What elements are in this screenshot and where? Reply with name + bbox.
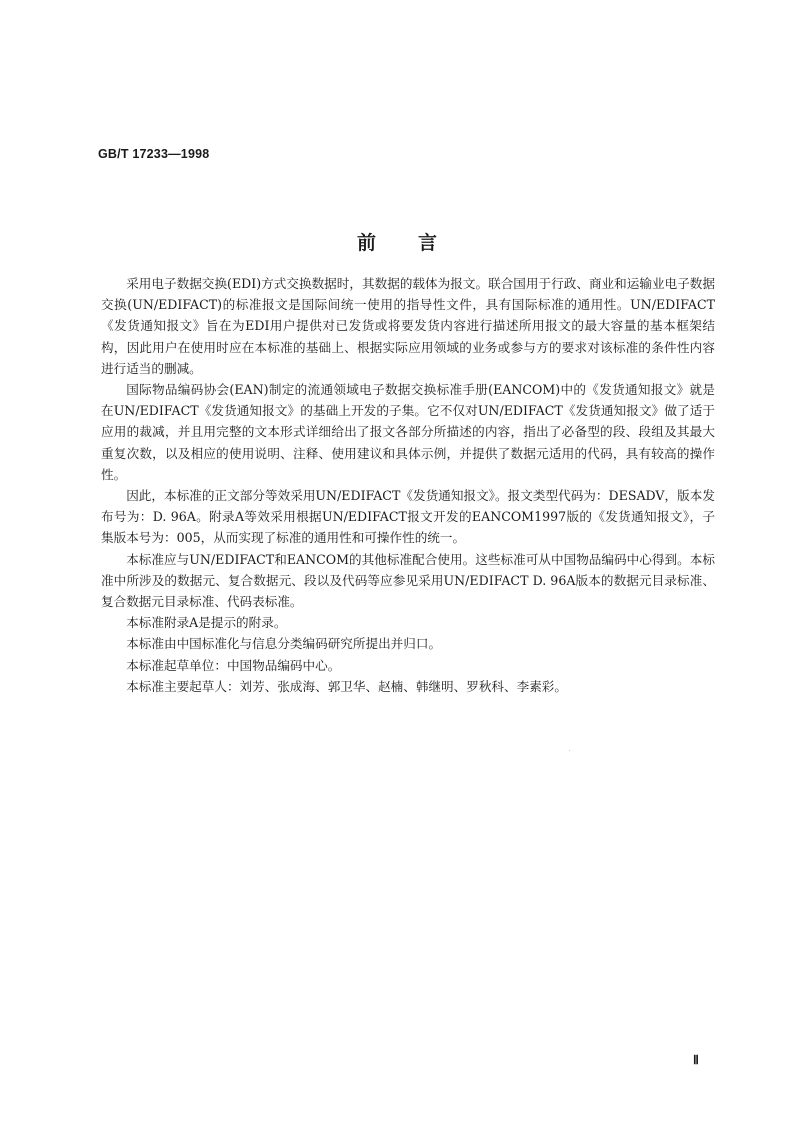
- page-title: 前言: [356, 232, 479, 254]
- paragraph-8: 本标准主要起草人：刘芳、张成海、郭卫华、赵楠、韩继明、罗秋科、李素彩。: [126, 678, 567, 694]
- paragraph-5: 本标准附录A是提示的附录。: [126, 615, 287, 631]
- paragraph-1: 采用电子数据交换(EDI)方式交换数据时，其数据的载体为报文。联合国用于行政、商业和运输业电子数据交换(UN/EDIFACT)的标准报文是国际间统一使用的指导性文件，具有国际标准的通用性。UN/EDIFACT《发货通知报文》旨在为EDI用户提供对已发货或将要发货内容进行描述所用报文的最大容量的基本框架结构，因此用户在使用时应在本标准的基础上、根据实际应用领域的业务或参与方的要求对该标准的条件性内容进行适当的删减。: [101, 276, 715, 376]
- page-number: Ⅱ: [693, 1053, 699, 1067]
- foreword-body: [101, 273, 715, 697]
- paragraph-3: 因此，本标准的正文部分等效采用UN/EDIFACT《发货通知报文》。报文类型代码为：DESADV，版本发布号为：D. 96A。附录A等效采用根据UN/EDIFACT报文开发的EANCOM1997版的《发货通知报文》，子集版本号为：005，从而实现了标准的通用性和可操作性的统一。: [101, 488, 715, 546]
- paragraph-4: 本标准应与UN/EDIFACT和EANCOM的其他标准配合使用。这些标准可从中国物品编码中心得到。本标准中所涉及的数据元、复合数据元、段以及代码等应参见采用UN/EDIFACT D. 96A版本的数据元目录标准、复合数据元目录标准、代码表标准。: [101, 551, 715, 610]
- paragraph-2: 国际物品编码协会(EAN)制定的流通领域电子数据交换标准手册(EANCOM)中的《发货通知报文》就是在UN/EDIFACT《发货通知报文》的基础上开发的子集。它不仅对UN/EDIFACT《发货通知报文》做了适于应用的裁减，并且用完整的文本形式详细给出了报文各部分所描述的内容，指出了必备型的段、段组及其最大重复次数，以及相应的使用说明、注释、使用建议和具体示例，并提供了数据元适用的代码，具有较高的操作性。: [101, 382, 715, 482]
- paragraph-6: 本标准由中国标准化与信息分类编码研究所提出并归口。: [126, 636, 442, 652]
- standard-number: GB/T 17233—1998: [98, 147, 210, 161]
- scan-speck: [569, 750, 570, 751]
- paragraph-7: 本标准起草单位：中国物品编码中心。: [126, 657, 341, 673]
